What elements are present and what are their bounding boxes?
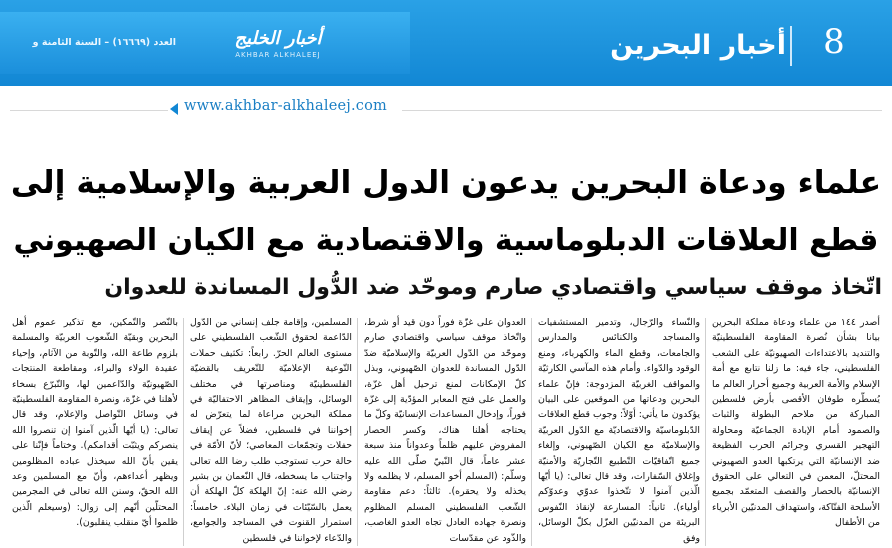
subheadline: اتّخاذ موقف سياسي واقتصادي صارم وموحّد ضد الدُّول المساندة للعدوان [104, 275, 882, 300]
article-column-2: والنّساء والرّجال، وتدمير المستشفيات والمساجد والكنائس والمدارس والجامعات، وقطع الماء والكهرباء، ومنع الوقود والدّواء. وأمام هذه المآسي الكارثيّة والمواقف الغربيّة المزدوجة: فإنّ علماء البحرين ودعاتها من الموقعين على البيان يؤكدون ما يأتي: أوّلاً: وجوب قطع العلاقات الدّبلوماسيّة والاقتصاديّة مع الدّول العربيّة والإسلاميّة مع الكيان الصّهيوني، وإلغاء جميع اتّفاقيّات التّطبيع التّجاريّة والأمنيّة وإغلاق السّفارات، وقد قال تعالى: (يا أيّها الّذين آمنوا لا تتّخذوا عدوّي وعدوّكم أولياء). ثانياً: المسارعة لإنقاذ النّفوس البريئة من المدنيّين العزّل بكلّ الوسائل، وفق [538, 317, 700, 544]
article-column-3: العدوان على غزّة فوراً دون قيد أو شرط، واتّخاذ موقف سياسي واقتصادي صارم وموحّد من الدّول العربيّة والإسلاميّة ضدّ الدّول المساندة للعدوان الصّهيوني، وبذل كلّ الإمكانات لمنع ترحيل أهل غزّة، والعمل على فتح المعابر المؤدّية إلى غزّة فوراً، وإدخال المساعدات الإنسانيّة وكلّ ما يحتاجه أهلنا هناك، وكسر الحصار المفروض عليهم ظلماً وعدواناً منذ سبعة عشر عاماً، قال النّبيّ صلّى الله عليه وسلّم: (المسلم أخو المسلم، لا يظلمه ولا يخذله ولا يحقره). ثالثاً: دعم مقاومة الشّعب الفلسطيني المسلم المظلوم ونصرة جهاده العادل تجاه العدو الغاصب، والذّود عن مقدّسات [364, 317, 526, 544]
section-title: أخبار البحرين [610, 30, 786, 61]
column-rule [705, 318, 706, 546]
article-column-5: بالنّصر والتّمكين، مع تذكير عموم أهل البحرين وبقيّة الشّعوب العربيّة والمسلمة بلزوم طاعة الله، والتّوبة من الآثام، وإحياء عقيدة الولاء والبراء، ومقاطعة المنتجات الصّهيونيّة والدّاعمين لها، والتّبرّع بسخاء لأهلنا في غزّة، ونصرة المقاومة الفلسطينيّة في وسائل التّواصل والإعلام، وقد قال تعالى: (يا أيّها الّذين آمنوا إن تنصروا الله ينصركم ويثبّت أقدامكم). وختاماً فإنّنا على يقين بأنّ الله سيخذل عباده المظلومين ويظهر أعداءهم، وأنّ مع المسلمين وعد الله الحقّ، وسنن الله تعالى في المجرمين المحتلّين أنّهم إلى زوال: (وسيعلم الّذين ظلموا أيّ منقلب ينقلبون). [12, 317, 178, 529]
url-rule-right [402, 110, 882, 111]
column-rule [183, 318, 184, 546]
column-rule [357, 318, 358, 546]
newspaper-logo[interactable] [232, 28, 324, 64]
article-column-4: المسلمين، وإقامة جلف إنساني من الدّول الدّاعمة لحقوق الشّعب الفلسطيني على مستوى العالم الحرّ. رابعاً: تكثيف حملات التّوعية الإعلاميّة للتّعريف بالقضيّة الفلسطينيّة ومناصرتها في مختلف الوسائل، وإيقاف المظاهر الاحتفاليّة في مملكة البحرين مراعاة لما يتعرّض له إخواننا في فلسطين، فضلاً عن إيقاف حفلات وتجمّعات المعاصي؛ لأنّ الأمّة في حالة حرب تستوجب طلب رضا الله تعالى واجتناب ما يسخطه، قال النّعمان بن بشير رضي الله عنه: إنّ الهلكة كلّ الهلكة أن يعمل بالسّيّئات في زمان البلاء. خامساً: استمرار القنوت في المساجد والجوامع، والدّعاء لإخواننا في فلسطين [190, 317, 352, 544]
logo-latin: AKHBAR ALKHALEEJ [235, 51, 321, 59]
article-column-1: أصدر ١٤٤ من علماء ودعاة مملكة البحرين بيانا بشأن نُصرة المقاومة الفلسطينيّة والتنديد بالاعتداءات الصهيونيّة على الشعب الفلسطيني، جاء فيه: ما زلنا نتابع مع أمة الإسلام والأمة العربية وجميع أحرار العالم ما يُسطّره طوفان الأقصى بأرض فلسطين المباركة من ملاحم البطولة والثبات والصمود أمام الإبادة الجماعيّة ومحاولة التهجير القسري وجرائم الحرب الفظيعة ضد الإنسانيّة التي يرتكبها العدو الصهيوني المحتلّ، المعمن في التعالي على الحقوق الإنسانيّة بالحصار والقصف المتعمّد بجميع الأسلحة الفتّاكة، واستهداف المدنيّين الأبرياء من الأطفال [712, 317, 880, 529]
url-rule-left [10, 110, 168, 111]
column-rule [531, 318, 532, 546]
arrow-left-icon [170, 103, 178, 115]
issue-info: العدد (١٦٦٦٩) – السنة الثامنة و [32, 37, 176, 48]
logo-text: أخبار الخليج [234, 28, 322, 49]
header-divider [790, 26, 792, 66]
headline-line-2: قطع العلاقات الدبلوماسية والاقتصادية مع الكيان الصهيوني [13, 223, 879, 258]
page-number: 8 [823, 22, 845, 62]
site-url-link[interactable]: www.akhbar-alkhaleej.com [184, 98, 388, 114]
headline-line-1: علماء ودعاة البحرين يدعون الدول العربية والإسلامية إلى [10, 165, 882, 201]
header-band [0, 0, 892, 86]
